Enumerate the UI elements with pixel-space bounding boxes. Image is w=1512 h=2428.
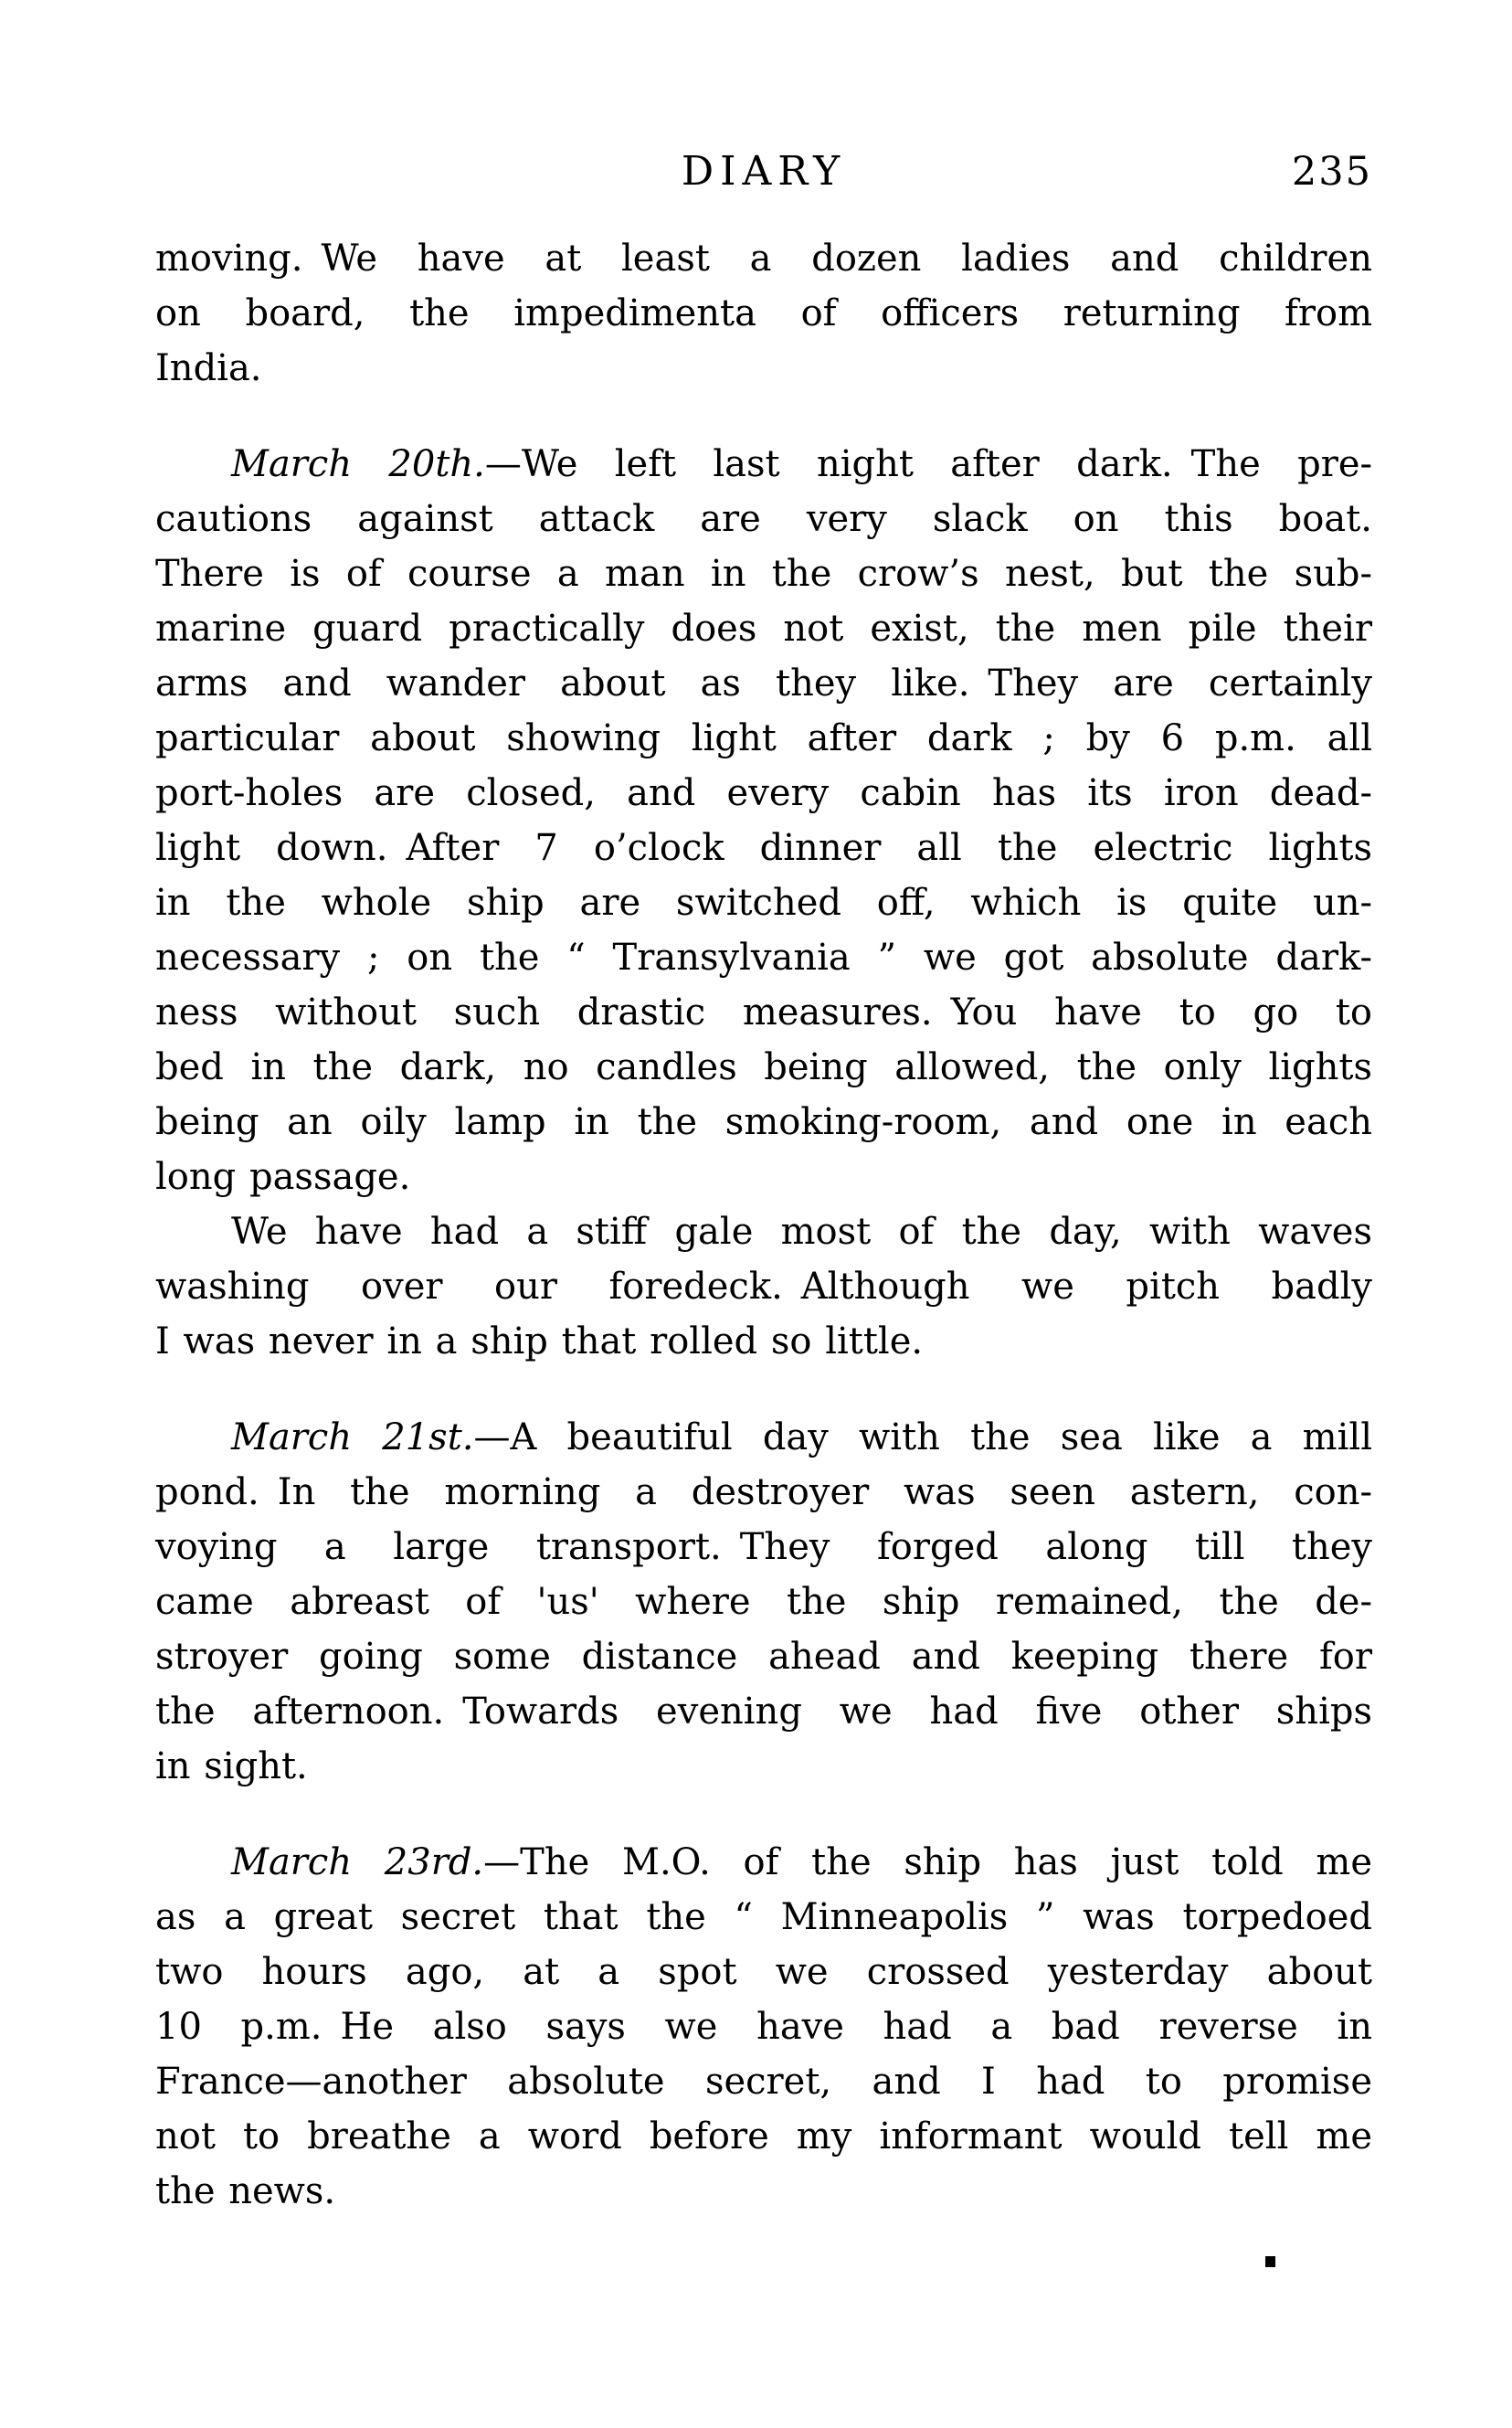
text-line: France—another absolute secret, and I had to promise [155,2061,1372,2103]
text-line: stroyer going some distance ahead and keeping there for [155,1636,1372,1678]
text-line: voying a large transport. They forged along till they [155,1526,1372,1568]
text-line: bed in the dark, no candles being allowed, the only lights [155,1046,1372,1088]
text-line: port-holes are closed, and every cabin has its iron dead- [155,772,1372,814]
text-line: long passage. [155,1156,411,1198]
text-line: came abreast of 'us' where the ship remained, the de- [155,1581,1372,1623]
text-line: pond. In the morning a destroyer was seen astern, con- [155,1471,1372,1513]
text-line: not to breathe a word before my informant would tell me [155,2115,1372,2158]
date-lead: March 20th. [231,443,485,485]
text-line: cautions against attack are very slack on this boat. [155,498,1372,540]
text-line: 10 p.m. He also says we have had a bad reverse in [155,2006,1372,2048]
text-line: There is of course a man in the crow’s nest, but the sub- [155,553,1372,595]
text-line: in sight. [155,1745,308,1787]
ink-spot-artifact [1265,2256,1275,2267]
text-line: arms and wander about as they like. They are certainly [155,663,1372,705]
page-number: 235 [1291,149,1372,195]
text-line: as a great secret that the “ Minneapolis ” was torpedoed [155,1896,1372,1938]
paragraph [155,437,1372,1204]
text-line: ness without such drastic measures. You have to go to [155,991,1372,1034]
text-line: particular about showing light after dark ; by 6 p.m. all [155,717,1372,759]
text-line: necessary ; on the “ Transylvania ” we got absolute dark- [155,937,1372,979]
text-line: March 23rd.—The M.O. of the ship has just told me [231,1841,1372,1883]
text-line: moving. We have at least a dozen ladies and children [155,238,1372,280]
text-line: being an oily lamp in the smoking-room, and one in each [155,1101,1372,1143]
paragraph [155,1835,1372,2219]
text-line: I was never in a ship that rolled so little. [155,1320,924,1362]
text-line: washing over our foredeck. Although we pitch badly [155,1266,1372,1308]
text-line: March 20th.—We left last night after dark. The pre- [231,443,1372,485]
paragraph [155,1410,1372,1794]
text-line: two hours ago, at a spot we crossed yesterday about [155,1951,1372,1993]
paragraph [155,1204,1372,1369]
text-line: We have had a stiff gale most of the day, with waves [231,1211,1372,1253]
text-line: in the whole ship are switched off, which is quite un- [155,882,1372,924]
text-line: marine guard practically does not exist, the men pile their [155,608,1372,650]
text-line: the afternoon. Towards evening we had five other ships [155,1691,1372,1733]
body-text [155,231,1372,2219]
text-line: light down. After 7 o’clock dinner all the electric lights [155,827,1372,869]
page-title: DIARY [681,148,847,195]
date-lead: March 23rd. [231,1841,484,1883]
paragraph [155,231,1372,396]
text-line: March 21st.—A beautiful day with the sea like a mill [231,1416,1372,1458]
text-line: India. [155,347,262,389]
date-lead: March 21st. [231,1416,474,1458]
text-line: the news. [155,2170,336,2212]
running-head [155,146,1372,197]
text-line: on board, the impedimenta of officers returning from [155,292,1372,334]
